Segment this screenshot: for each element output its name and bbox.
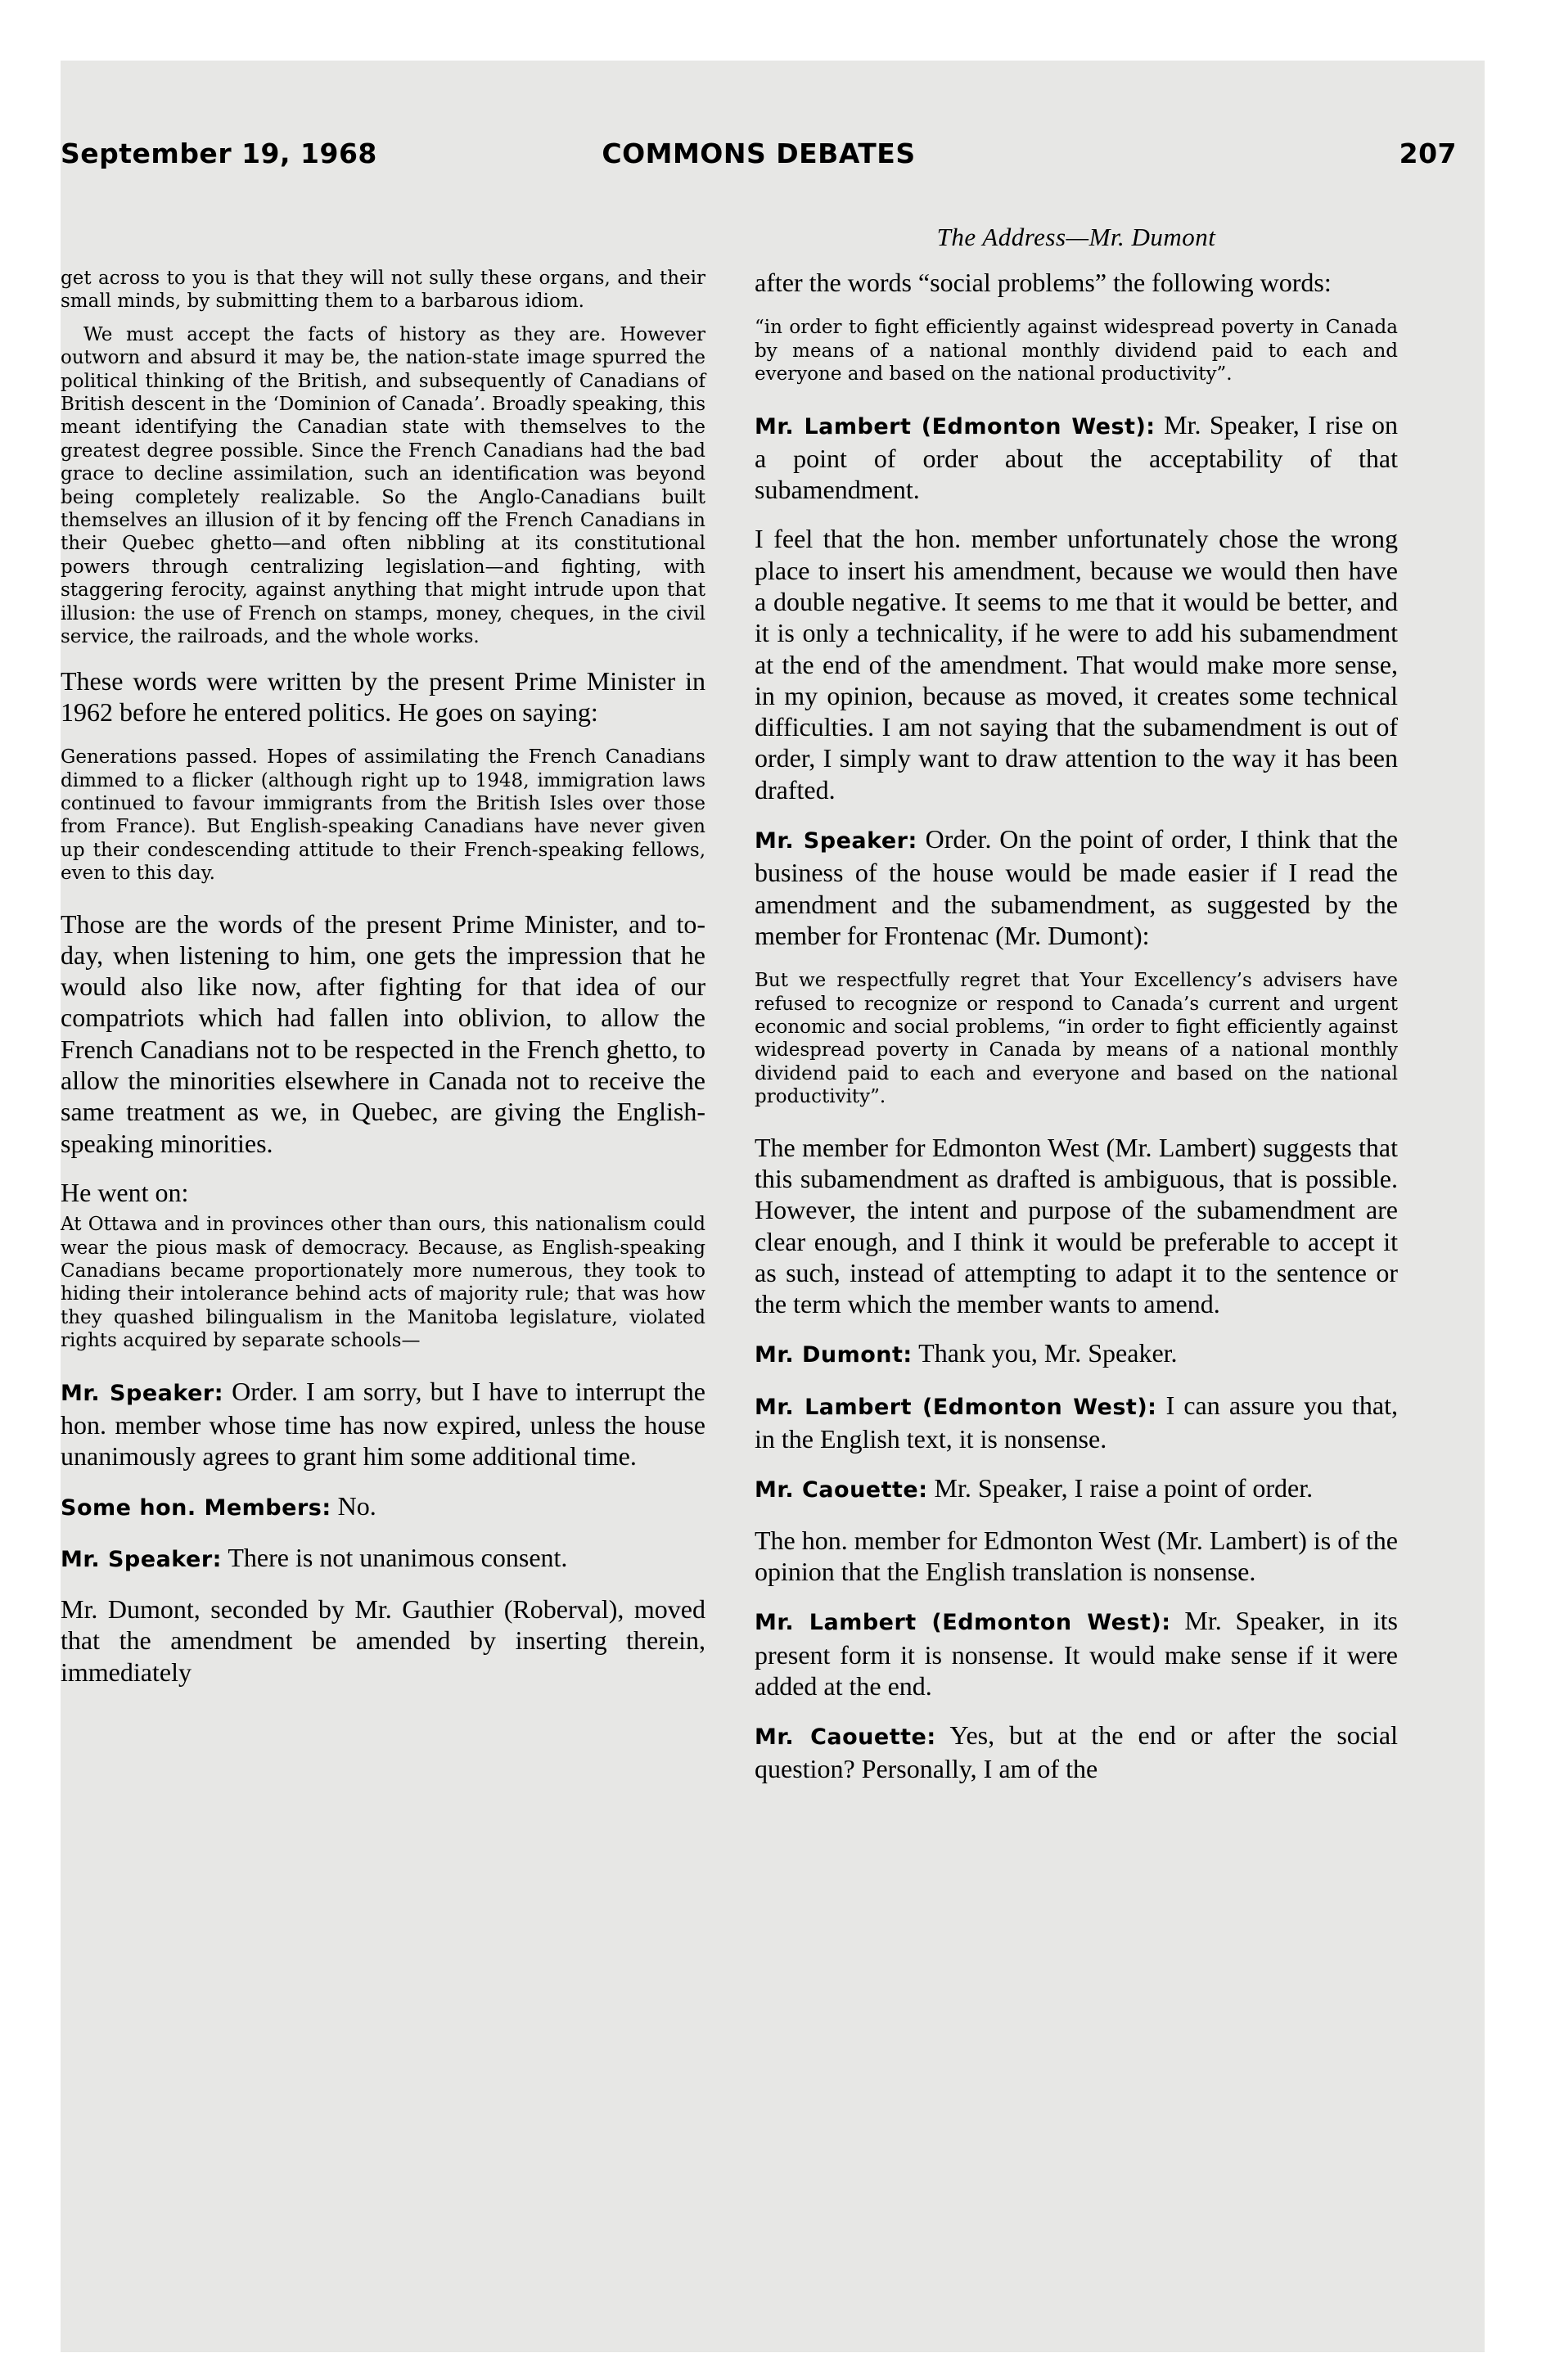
speech-paragraph [755,1337,1398,1371]
header-page-number: 207 [1399,137,1457,169]
body-paragraph: He went on: [61,1177,189,1207]
speech-paragraph [61,1376,705,1472]
header-date: September 19, 1968 [61,137,377,169]
speaker-name: Some hon. Members: [61,1494,331,1521]
speaker-name: Mr. Lambert (Edmonton West): [755,1394,1157,1420]
quote-paragraph: We must accept the facts of history as they are. However outworn and absurd it may be, the nation-state image spurred the political thinking of the British, and subsequently of Canadians of British descent in the ‘Dominion of Canada’. Broadly speaking, this meant identifying the Canadian state with themselves to the greatest degree possible. Since the French Canadians had the bad grace to decline assimilation, such an identification was beyond being completely realizable. So the Anglo-Canadians built themselves an illusion of it by fencing off the French Canadians in their Quebec ghetto—and often nibbling at its constitutional powers through centralizing legislation—and fighting, with staggering ferocity, against anything that might intrude upon that illusion: the use of French on stamps, money, cheques, in the civil service, the railroads, and the whole works. [61,323,705,648]
body-paragraph: I feel that the hon. member unfortunately chose the wrong place to insert his amendment, because we would then have a double negative. It seems to me that it would be better, and it is only a technicality, if he were to add his subamendment at the end of the amendment. That would make more sense, in my opinion, because as moved, it creates some technical difficulties. I am not saying that the subamendment is out of order, I simply want to draw attention to the way it has been drafted. [755,524,1398,805]
quote-block [61,267,705,649]
speaker-name: Mr. Lambert (Edmonton West): [755,1610,1171,1636]
body-paragraph: Mr. Dumont, seconded by Mr. Gauthier (Roberval), moved that the amendment be amended by inserting therein, immediately [61,1594,705,1687]
quote-paragraph: But we respectfully regret that Your Excellency’s advisers have refused to recognize or respond to Canada’s current and urgent economic and social problems, “in order to fight efficiently against widespread poverty in Canada by means of a national monthly dividend paid to each and everyone and based on the national productivity”. [755,970,1398,1108]
quote-block [755,316,1398,385]
speech-paragraph [755,823,1398,951]
quote-paragraph: “in order to fight efficiently against widespread poverty in Canada by means of a national monthly dividend paid to each and everyone and based on the national productivity”. [755,317,1398,385]
speech-text: No. [337,1490,376,1521]
speech-text: There is not unanimous consent. [228,1542,568,1572]
speaker-name: Mr. Caouette: [755,1477,928,1503]
quote-paragraph: Generations passed. Hopes of assimilating the French Canadians dimmed to a flicker (although right up to 1948, immigration laws continued to favour immigrants from the British Isles over those from France). But English-speaking Canadians have never given up their condescending attitude to their French-speaking fellows, even to this day. [61,746,705,885]
running-subhead: The Address—Mr. Dumont [936,223,1216,251]
speaker-name: Mr. Caouette: [755,1724,936,1751]
quote-paragraph: At Ottawa and in provinces other than ours, this nationalism could wear the pious mask of democracy. Because, as English-speaking Canadians became proportionately more numerous, they took to hiding their intolerance behind acts of majority rule; that was how they quashed bilingualism in the Manitoba legislature, violated rights acquired by separate schools— [61,1214,705,1352]
speech-text: Order. On the point of order, I think that the business of the house would be made easier if I read the amendment and the subamendment, as suggested by the member for Frontenac (Mr. Dumont): [755,824,1399,950]
speech-paragraph [61,1490,705,1524]
speech-text: Thank you, Mr. Speaker. [918,1338,1178,1368]
body-paragraph: after the words “social problems” the following words: [755,268,1332,297]
speech-paragraph [755,1390,1398,1455]
speech-paragraph [755,1720,1398,1785]
quote-block [61,746,705,885]
body-paragraph: The member for Edmonton West (Mr. Lambert) suggests that this subamendment as drafted is ambiguous, that is possible. However, the intent and purpose of the subamendment are clear enough, and I think it would be preferable to accept it as such, instead of attempting to adapt it to the sentence or the term which the member wants to amend. [755,1132,1398,1319]
speech-paragraph [755,1605,1398,1702]
subhead-spacer [755,229,1398,267]
speech-paragraph [755,1472,1398,1506]
speech-text: I can assure you that, in the English text, it is nonsense. [755,1390,1399,1454]
body-paragraph: These words were written by the present Prime Minister in 1962 before he entered politics. He goes on saying: [61,665,705,727]
speaker-name: Mr. Dumont: [755,1342,913,1368]
speaker-name: Mr. Speaker: [61,1546,222,1572]
page-header [61,129,1457,178]
speaker-name: Mr. Lambert (Edmonton West): [755,413,1156,439]
speech-text: Mr. Speaker, I raise a point of order. [934,1473,1314,1503]
speaker-name: Mr. Speaker: [755,828,917,854]
quote-block [61,1213,705,1352]
quote-block [755,969,1398,1108]
speech-paragraph [61,1542,705,1575]
speaker-name: Mr. Speaker: [61,1380,224,1406]
quote-paragraph: get across to you is that they will not sully these organs, and their small minds, by submitting them to a barbarous idiom. [61,268,705,313]
header-title: COMMONS DEBATES [602,137,916,169]
right-column [755,229,1398,1803]
speech-text: Yes, but at the end or after the social question? Personally, I am of the [755,1720,1399,1784]
speech-paragraph [755,409,1398,506]
body-paragraph: Those are the words of the present Prime Minister, and to-day, when listening to him, one gets the impression that he would also like now, after fighting for that idea of our compatriots which had fallen into oblivion, to allow the French Canadians not to be respected in the French ghetto, to allow the minorities elsewhere in Canada not to receive the same treatment as we, in Quebec, are giving the English-speaking minorities. [61,908,705,1158]
speech-text: Mr. Speaker, in its present form it is nonsense. It would make sense if it were added at the end. [755,1606,1399,1701]
speech-text: Mr. Speaker, I rise on a point of order about the acceptability of that subamendment. [755,409,1399,505]
left-column [61,267,705,1706]
body-paragraph: The hon. member for Edmonton West (Mr. Lambert) is of the opinion that the English translation is nonsense. [755,1525,1398,1586]
speech-text: Order. I am sorry, but I have to interrupt the hon. member whose time has now expired, unless the house unanimously agrees to grant him some additional time. [61,1376,706,1472]
